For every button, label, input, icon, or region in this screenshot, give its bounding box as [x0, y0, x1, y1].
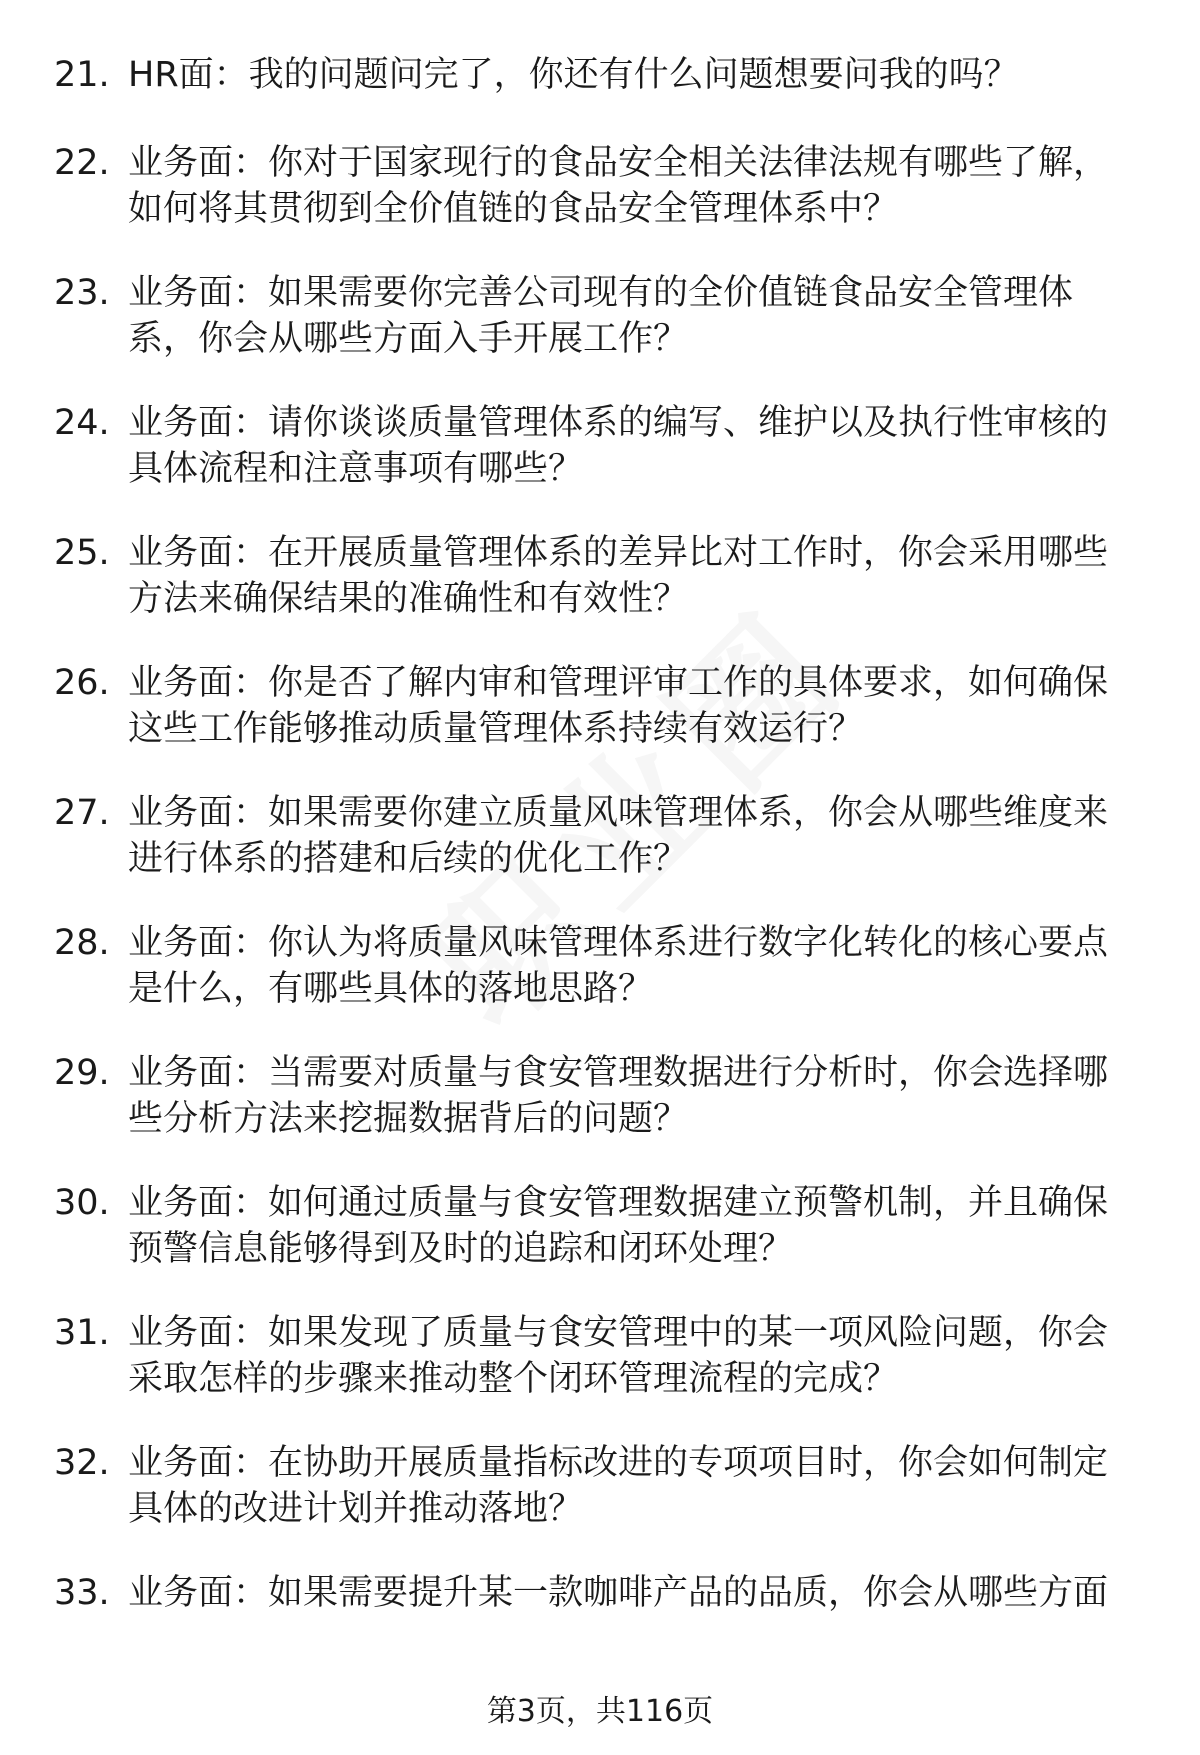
- question-line: 业务面：如果发现了质量与食安管理中的某一项风险问题，你会: [128, 1313, 1109, 1353]
- question-text: [128, 1050, 1138, 1142]
- question-item: [0, 52, 1200, 100]
- question-text: [128, 52, 1138, 98]
- question-line: 业务面：在协助开展质量指标改进的专项项目时，你会如何制定: [128, 1443, 1109, 1483]
- question-line: 些分析方法来挖掘数据背后的问题？: [128, 1099, 689, 1139]
- question-text: [128, 400, 1138, 492]
- question-line: 具体的改进计划并推动落地？: [128, 1489, 584, 1529]
- question-number: 22.: [54, 143, 110, 183]
- question-line: 业务面：如何通过质量与食安管理数据建立预警机制，并且确保: [128, 1183, 1109, 1223]
- question-item: [0, 920, 1200, 1010]
- question-line: 这些工作能够推动质量管理体系持续有效运行？: [128, 709, 864, 749]
- question-item: [0, 1180, 1200, 1270]
- question-text: [128, 270, 1138, 362]
- question-line: 系，你会从哪些方面入手开展工作？: [128, 319, 689, 359]
- question-text: [128, 790, 1138, 882]
- question-line: 业务面：你认为将质量风味管理体系进行数字化转化的核心要点: [128, 923, 1109, 963]
- question-line: 进行体系的搭建和后续的优化工作？: [128, 839, 689, 879]
- question-line: 业务面：如果需要你建立质量风味管理体系，你会从哪些维度来: [128, 793, 1109, 833]
- question-item: [0, 140, 1200, 230]
- question-line: 业务面：你对于国家现行的食品安全相关法律法规有哪些了解，: [128, 143, 1109, 183]
- question-line: 业务面：请你谈谈质量管理体系的编写、维护以及执行性审核的: [128, 403, 1109, 443]
- question-number: 28.: [54, 923, 110, 963]
- question-text: [128, 1570, 1138, 1616]
- question-number: 27.: [54, 793, 110, 833]
- question-item: [0, 790, 1200, 880]
- question-number: 33.: [54, 1573, 110, 1613]
- question-item: [0, 660, 1200, 750]
- question-line: 是什么，有哪些具体的落地思路？: [128, 969, 654, 1009]
- question-line: 预警信息能够得到及时的追踪和闭环处理？: [128, 1229, 794, 1269]
- question-item: [0, 1050, 1200, 1140]
- question-item: [0, 1310, 1200, 1400]
- question-line: 具体流程和注意事项有哪些？: [128, 449, 584, 489]
- question-number: 29.: [54, 1053, 110, 1093]
- question-text: [128, 920, 1138, 1012]
- question-text: [128, 1180, 1138, 1272]
- question-line: 如何将其贯彻到全价值链的食品安全管理体系中？: [128, 189, 899, 229]
- question-line: 业务面：当需要对质量与食安管理数据进行分析时，你会选择哪: [128, 1053, 1109, 1093]
- question-number: 32.: [54, 1443, 110, 1483]
- question-number: 21.: [54, 55, 110, 95]
- question-line: 业务面：如果需要你完善公司现有的全价值链食品安全管理体: [128, 273, 1074, 313]
- question-item: [0, 1440, 1200, 1530]
- question-line: 采取怎样的步骤来推动整个闭环管理流程的完成？: [128, 1359, 899, 1399]
- question-line: 业务面：如果需要提升某一款咖啡产品的品质，你会从哪些方面: [128, 1573, 1109, 1613]
- page-footer: 第3页，共116页: [486, 1694, 714, 1729]
- question-item: [0, 270, 1200, 360]
- question-line: HR面：我的问题问完了，你还有什么问题想要问我的吗？: [128, 55, 1019, 95]
- question-number: 26.: [54, 663, 110, 703]
- question-number: 25.: [54, 533, 110, 573]
- question-text: [128, 1310, 1138, 1402]
- question-number: 31.: [54, 1313, 110, 1353]
- question-line: 业务面：在开展质量管理体系的差异比对工作时，你会采用哪些: [128, 533, 1109, 573]
- question-line: 方法来确保结果的准确性和有效性？: [128, 579, 689, 619]
- question-line: 业务面：你是否了解内审和管理评审工作的具体要求，如何确保: [128, 663, 1109, 703]
- question-number: 30.: [54, 1183, 110, 1223]
- question-text: [128, 140, 1138, 232]
- question-text: [128, 1440, 1138, 1532]
- question-number: 23.: [54, 273, 110, 313]
- question-item: [0, 400, 1200, 490]
- question-text: [128, 530, 1138, 622]
- question-item: [0, 1570, 1200, 1618]
- question-number: 24.: [54, 403, 110, 443]
- question-list: [0, 52, 1200, 1658]
- question-item: [0, 530, 1200, 620]
- question-text: [128, 660, 1138, 752]
